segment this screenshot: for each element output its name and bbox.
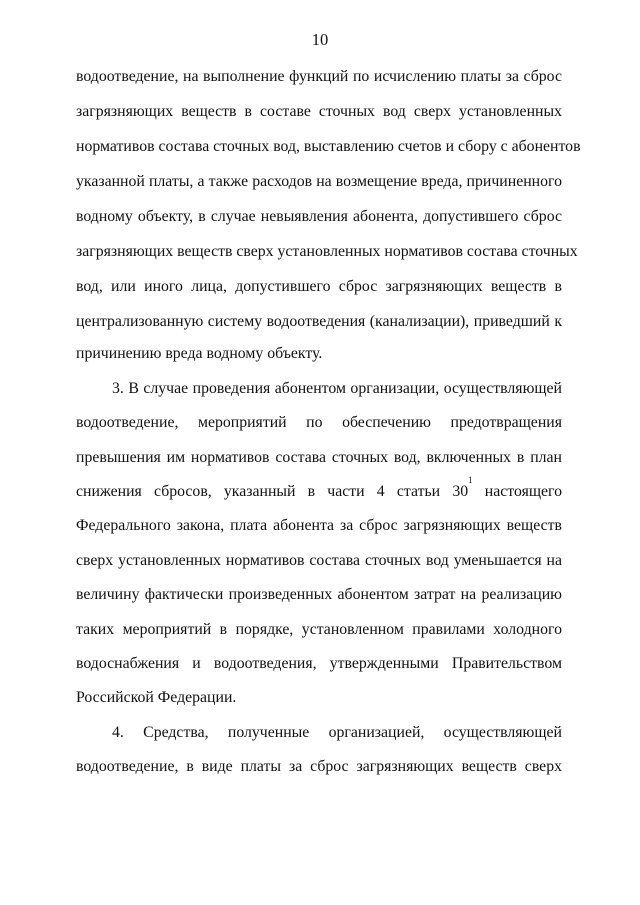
text-line: Федерального закона, плата абонента за сброс загрязняющих веществ — [76, 517, 562, 534]
text-line: водоснабжения и водоотведения, утвержденными Правительством — [76, 655, 562, 672]
text-line: сверх установленных нормативов состава сточных вод уменьшается на — [76, 552, 562, 569]
text-line: превышения им нормативов состава сточных вод, включенных в план — [76, 449, 562, 466]
text-line: Российской Федерации. — [76, 689, 237, 706]
text-line: водоотведение, мероприятий по обеспечению предотвращения — [76, 414, 562, 431]
paragraph-first-line: 3. В случае проведения абонентом организации, осуществляющей — [112, 380, 562, 397]
text-line-with-superscript — [76, 475, 562, 502]
text-line: водоотведение, в виде платы за сброс загрязняющих веществ сверх — [76, 758, 562, 775]
text-line: причинению вреда водному объекту. — [76, 345, 323, 362]
text-line: водоотведение, на выполнение функций по исчислению платы за сброс — [76, 68, 562, 85]
text-line: загрязняющих веществ сверх установленных нормативов состава сточных — [76, 243, 578, 260]
text-line: указанной платы, а также расходов на возмещение вреда, причиненного — [76, 173, 562, 190]
text-line: величину фактически произведенных абонентом затрат на реализацию — [76, 586, 562, 603]
text-line: нормативов состава сточных вод, выставлению счетов и сбору с абонентов — [76, 138, 581, 155]
page-number: 10 — [311, 30, 329, 49]
text-segment: снижения сбросов, указанный в части 4 статьи 30 — [76, 483, 469, 500]
text-line: водному объекту, в случае невыявления абонента, допустившего сброс — [76, 208, 562, 225]
paragraph-first-line: 4. Средства, полученные организацией, осуществляющей — [112, 724, 562, 741]
article-superscript: 1 — [468, 475, 473, 485]
text-line: централизованную систему водоотведения (канализации), приведший к — [76, 313, 562, 330]
text-line: загрязняющих веществ в составе сточных вод сверх установленных — [76, 103, 562, 120]
text-segment: настоящего — [472, 483, 562, 500]
text-line: таких мероприятий в порядке, установленном правилами холодного — [76, 621, 562, 638]
text-line: вод, или иного лица, допустившего сброс загрязняющих веществ в — [76, 278, 562, 295]
